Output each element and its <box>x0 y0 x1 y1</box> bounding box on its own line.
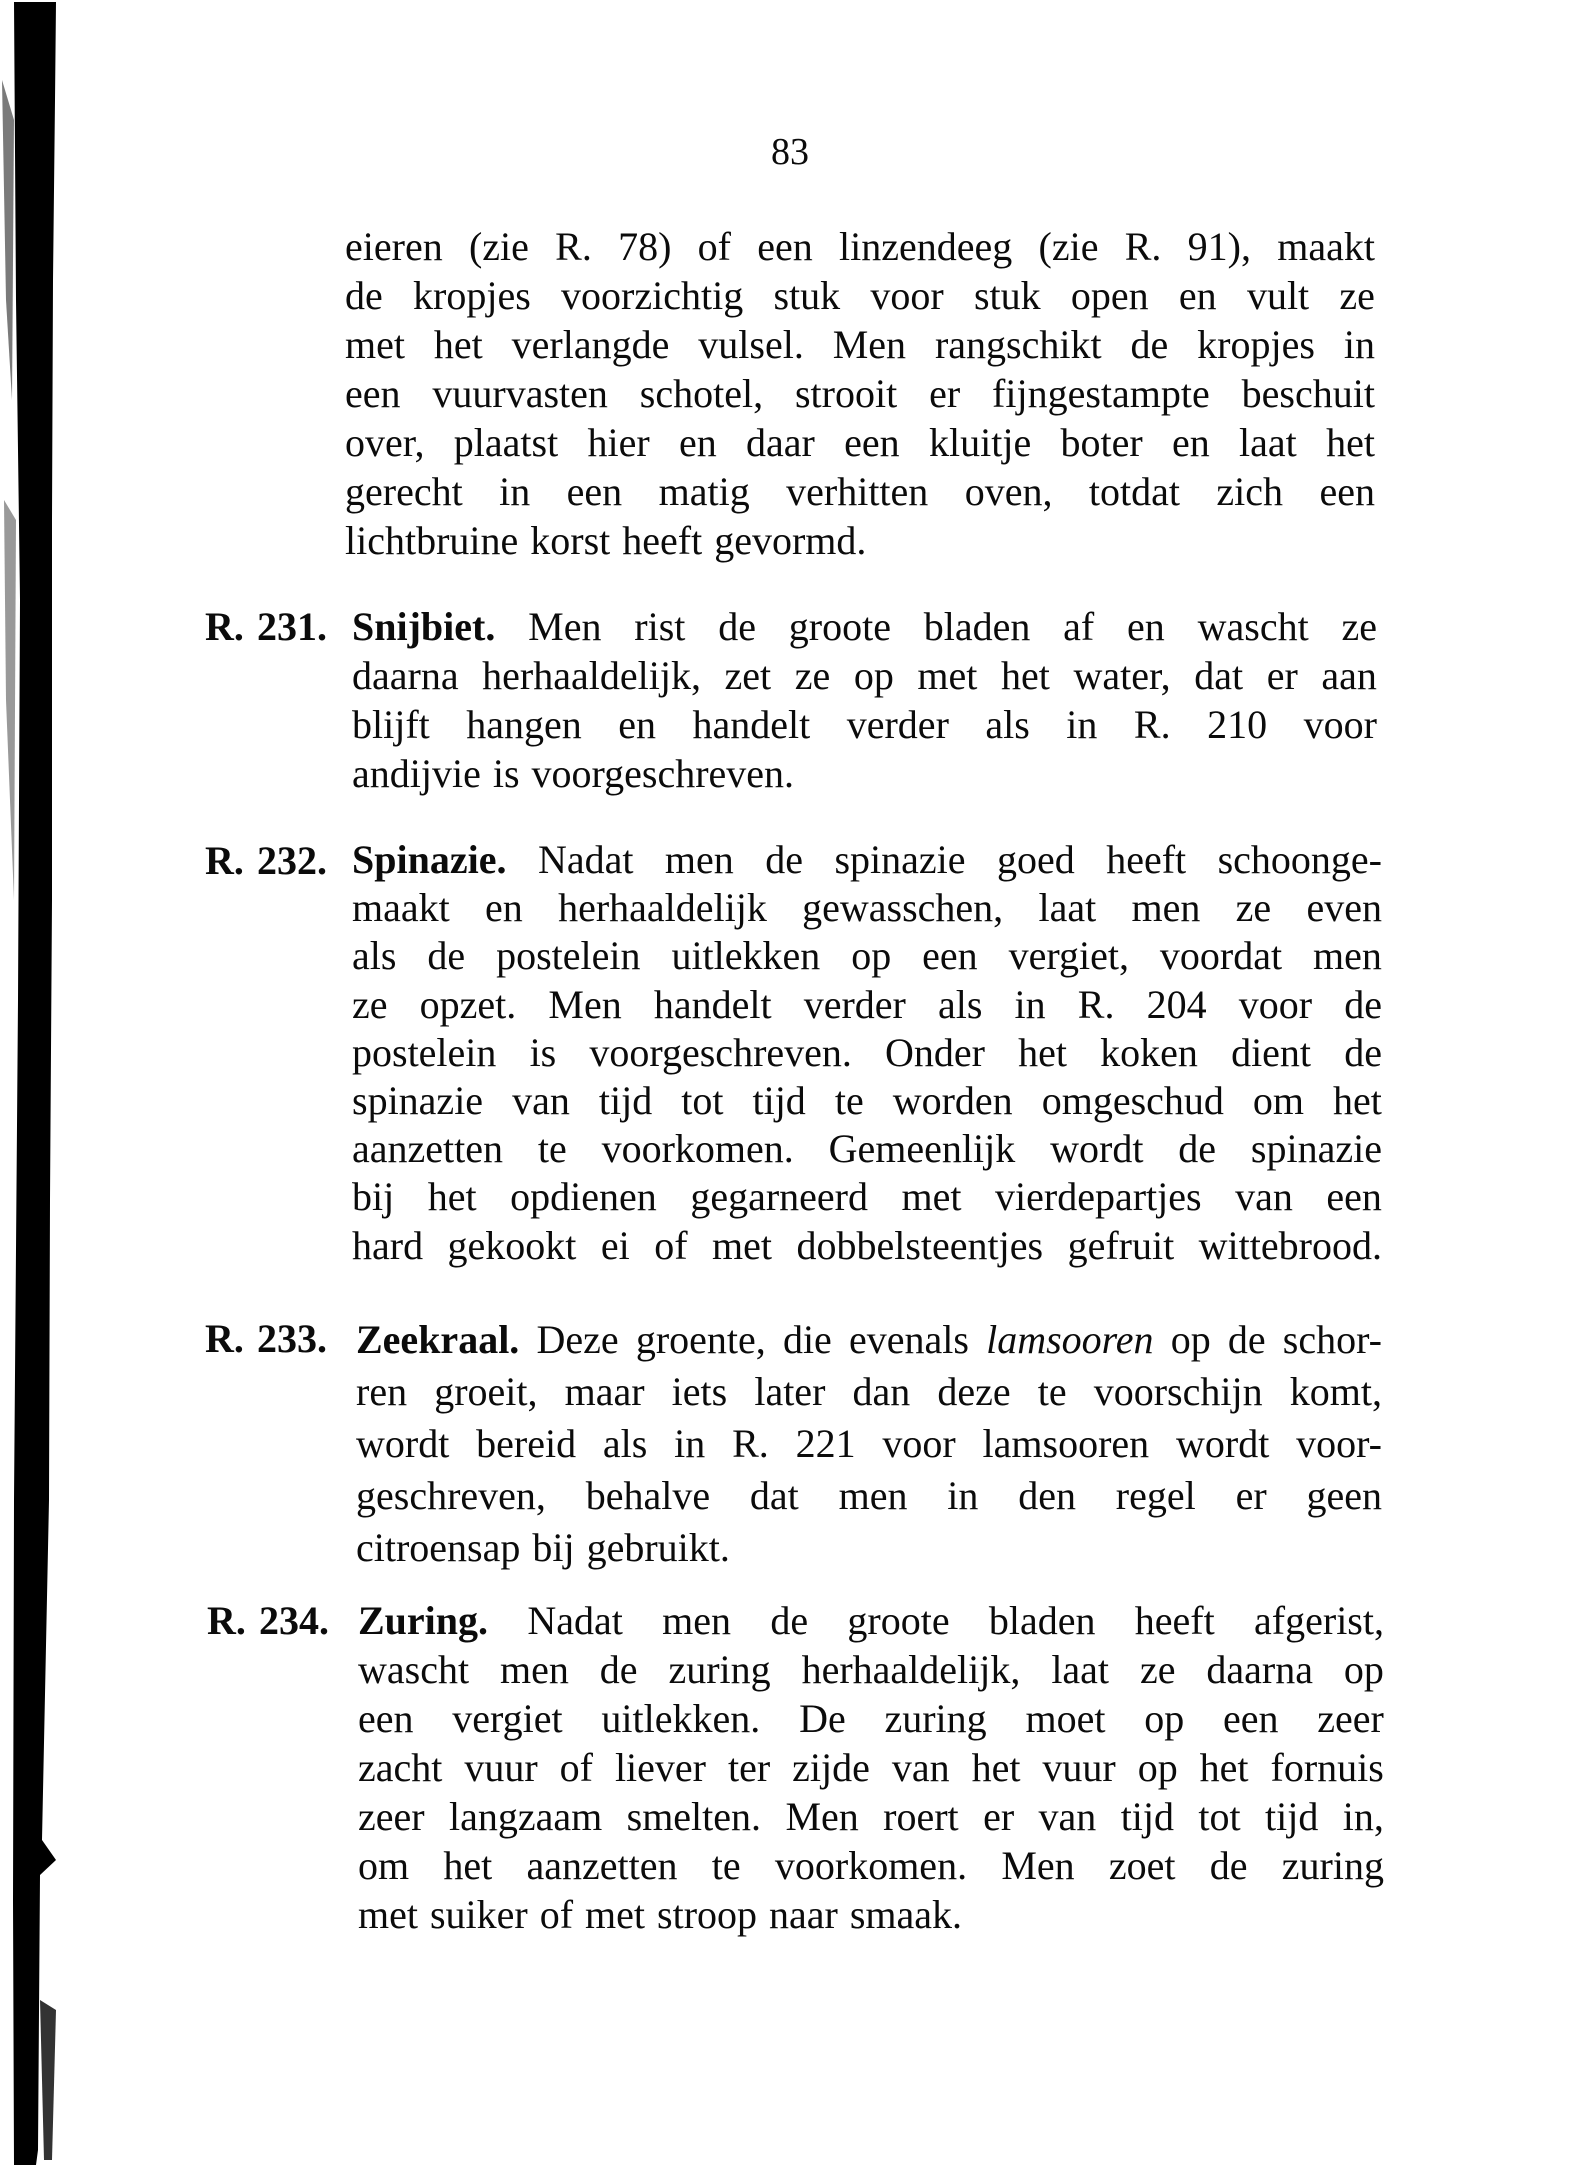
recipe-number-233 <box>205 1314 327 1363</box>
text-line: andijvie is voorgeschreven. <box>352 751 795 796</box>
continuation-paragraph <box>345 222 1375 565</box>
recipe-prefix: R. <box>205 838 244 883</box>
recipe-number-232 <box>205 836 327 885</box>
text-line: aanzetten te voorkomen. Gemeenlijk wordt de spinazie <box>352 1126 1382 1172</box>
recipe-number-234 <box>207 1596 329 1645</box>
text-line: citroensap bij gebruikt. <box>356 1525 730 1570</box>
text-line: Spinazie. Nadat men de spinazie goed heeft schoonge- <box>352 837 1382 882</box>
text-line: maakt en herhaaldelijk gewasschen, laat men ze even <box>352 885 1382 931</box>
text-line: ren groeit, maar iets later dan deze te voorschijn komt, <box>356 1369 1382 1414</box>
text-line: Zuring. Nadat men de groote bladen heeft afgerist, <box>358 1598 1384 1643</box>
text-line: de kropjes voorzichtig stuk voor stuk open en vult ze <box>345 273 1375 318</box>
page-number: 83 <box>771 131 809 173</box>
text-line: met suiker of met stroop naar smaak. <box>358 1892 963 1937</box>
text-line: ze opzet. Men handelt verder als in R. 204 voor de <box>352 981 1382 1027</box>
recipe-paragraph-231 <box>352 602 1377 798</box>
text-line: een vergiet uitlekken. De zuring moet op een zeer <box>358 1696 1384 1741</box>
text-line: met het verlangde vulsel. Men rangschikt de kropjes in <box>345 322 1375 367</box>
text-line: wordt bereid als in R. 221 voor lamsooren wordt voor- <box>356 1421 1382 1466</box>
text-line: daarna herhaaldelijk, zet ze op met het water, dat er aan <box>352 653 1377 698</box>
text-line: geschreven, behalve dat men in den regel er geen <box>356 1473 1382 1518</box>
recipe-paragraph-234 <box>358 1596 1384 1939</box>
text-line: eieren (zie R. 78) of een linzendeeg (zie R. 91), maakt <box>345 224 1375 269</box>
text-line: over, plaatst hier en daar een kluitje boter en laat het <box>345 420 1375 465</box>
text-line: zeer langzaam smelten. Men roert er van tijd tot tijd in, <box>358 1794 1384 1839</box>
binding-edge-shadow <box>0 0 70 2165</box>
text-line: als de postelein uitlekken op een vergiet, voordat men <box>352 933 1382 979</box>
text-line: blijft hangen en handelt verder als in R. 210 voor <box>352 702 1377 747</box>
recipe-paragraph-232 <box>352 836 1382 1270</box>
text-line: postelein is voorgeschreven. Onder het koken dient de <box>352 1029 1382 1075</box>
recipe-number: 231. <box>257 604 327 649</box>
text-line: hard gekookt ei of met dobbelsteentjes gefruit wittebrood. <box>352 1222 1382 1268</box>
text-line: gerecht in een matig verhitten oven, totdat zich een <box>345 469 1375 514</box>
text-line: een vuurvasten schotel, strooit er fijngestampte beschuit <box>345 371 1375 416</box>
recipe-paragraph-233 <box>356 1314 1382 1574</box>
text-line: Snijbiet. Men rist de groote bladen af en wascht ze <box>352 604 1377 649</box>
recipe-number: 234. <box>259 1598 329 1643</box>
recipe-number: 232. <box>257 838 327 883</box>
text-line: zacht vuur of liever ter zijde van het vuur op het fornuis <box>358 1745 1384 1790</box>
text-line: lichtbruine korst heeft gevormd. <box>345 518 867 563</box>
text-line: om het aanzetten te voorkomen. Men zoet de zuring <box>358 1843 1384 1888</box>
text-line: Zeekraal. Deze groente, die evenals lamsooren op de schor- <box>356 1317 1382 1362</box>
recipe-number-231 <box>205 602 327 651</box>
recipe-prefix: R. <box>205 1316 244 1361</box>
text-line: bij het opdienen gegarneerd met vierdepartjes van een <box>352 1174 1382 1220</box>
text-line: wascht men de zuring herhaaldelijk, laat ze daarna op <box>358 1647 1384 1692</box>
text-line: spinazie van tijd tot tijd te worden omgeschud om het <box>352 1078 1382 1124</box>
recipe-prefix: R. <box>207 1598 246 1643</box>
recipe-prefix: R. <box>205 604 244 649</box>
recipe-number: 233. <box>257 1316 327 1361</box>
